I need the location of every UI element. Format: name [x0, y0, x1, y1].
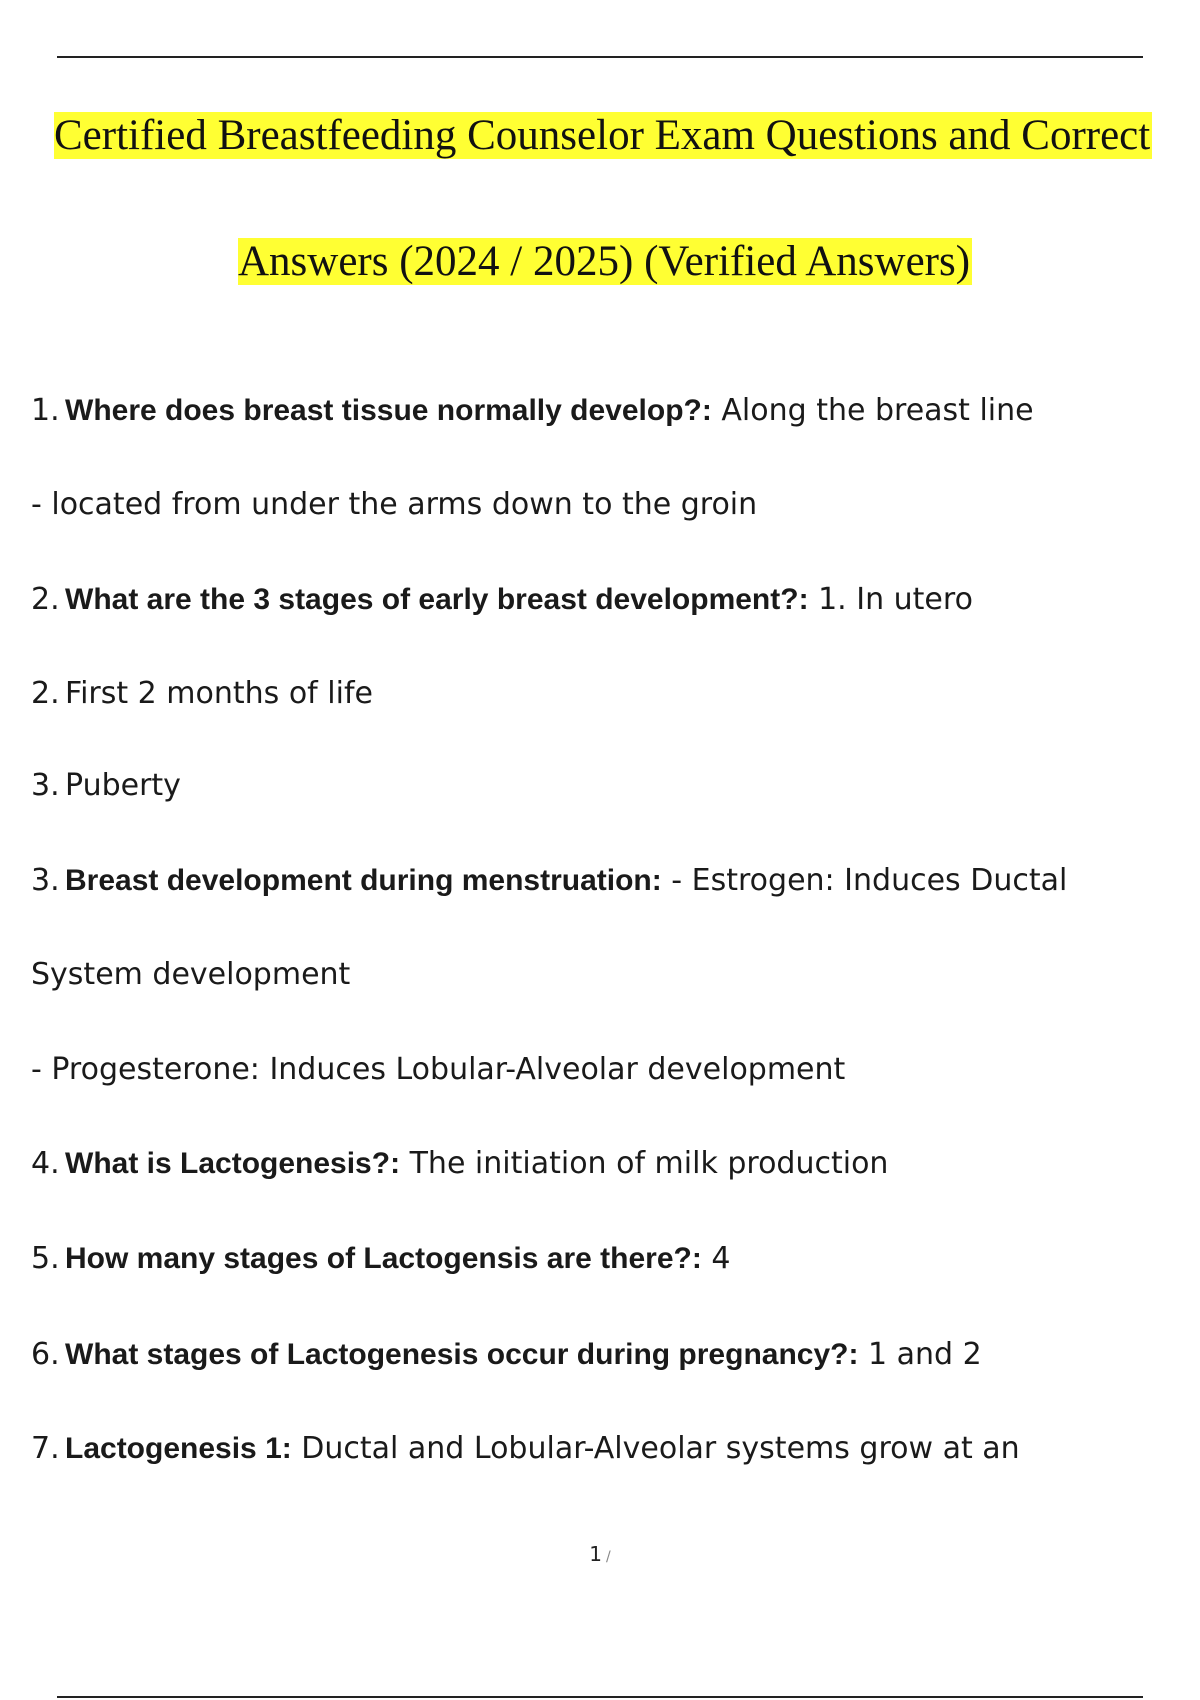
answer-list-line: [31, 675, 373, 713]
page-separator: /: [606, 1549, 611, 1565]
answer-text: 4: [701, 1241, 731, 1276]
answer-continuation-line: [31, 1051, 845, 1089]
answer-text: - located from under the arms down to the groin: [31, 487, 758, 522]
question-text: What is Lactogenesis?:: [65, 1147, 401, 1180]
title-highlight-2: Answers (2024 / 2025) (Verified Answers): [238, 238, 971, 285]
answer-continuation-line: [31, 486, 757, 524]
question-text: Where does breast tissue normally develop?:: [65, 394, 712, 427]
item-number: 6.: [31, 1337, 60, 1372]
question-7-line: [31, 1430, 1020, 1468]
question-text: Lactogenesis 1:: [65, 1432, 292, 1465]
item-number: 2.: [31, 582, 60, 617]
question-3-line: [31, 862, 1067, 900]
list-number: 3.: [31, 768, 60, 803]
answer-text: - Progesterone: Induces Lobular-Alveolar development: [31, 1052, 846, 1087]
list-number: 2.: [31, 676, 60, 711]
answer-text: The initiation of milk production: [400, 1146, 889, 1181]
top-rule: [57, 56, 1143, 58]
item-number: 7.: [31, 1431, 60, 1466]
title-highlight-1: Certified Breastfeeding Counselor Exam Questions and Correct: [54, 112, 1151, 159]
answer-text: First 2 months of life: [65, 676, 373, 711]
answer-text: 1. In utero: [808, 582, 973, 617]
question-text: What are the 3 stages of early breast development?:: [65, 583, 809, 616]
question-4-line: [31, 1145, 888, 1183]
item-number: 4.: [31, 1146, 60, 1181]
answer-text: Along the breast line: [711, 393, 1034, 428]
item-number: 1.: [31, 393, 60, 428]
question-5-line: [31, 1240, 730, 1278]
item-number: 3.: [31, 863, 60, 898]
answer-text: - Estrogen: Induces Ductal: [661, 863, 1068, 898]
question-text: What stages of Lactogenesis occur during pregnancy?:: [65, 1338, 859, 1371]
question-text: How many stages of Lactogensis are there?:: [65, 1242, 702, 1275]
answer-text: Ductal and Lobular-Alveolar systems grow at an: [291, 1431, 1020, 1466]
answer-list-line: [31, 767, 181, 805]
document-title-line-1: [54, 110, 1152, 162]
question-2-line: [31, 581, 973, 619]
question-6-line: [31, 1336, 982, 1374]
answer-text: System development: [31, 957, 351, 992]
answer-continuation-line: [31, 956, 350, 994]
document-title-line-2: [238, 236, 972, 288]
question-text: Breast development during menstruation:: [65, 864, 662, 897]
page-number: [0, 1542, 1200, 1569]
item-number: 5.: [31, 1241, 60, 1276]
question-1-line: [31, 392, 1034, 430]
answer-text: 1 and 2: [858, 1337, 982, 1372]
bottom-rule: [57, 1696, 1143, 1698]
answer-text: Puberty: [65, 768, 181, 803]
page-number-value: 1: [589, 1542, 602, 1566]
